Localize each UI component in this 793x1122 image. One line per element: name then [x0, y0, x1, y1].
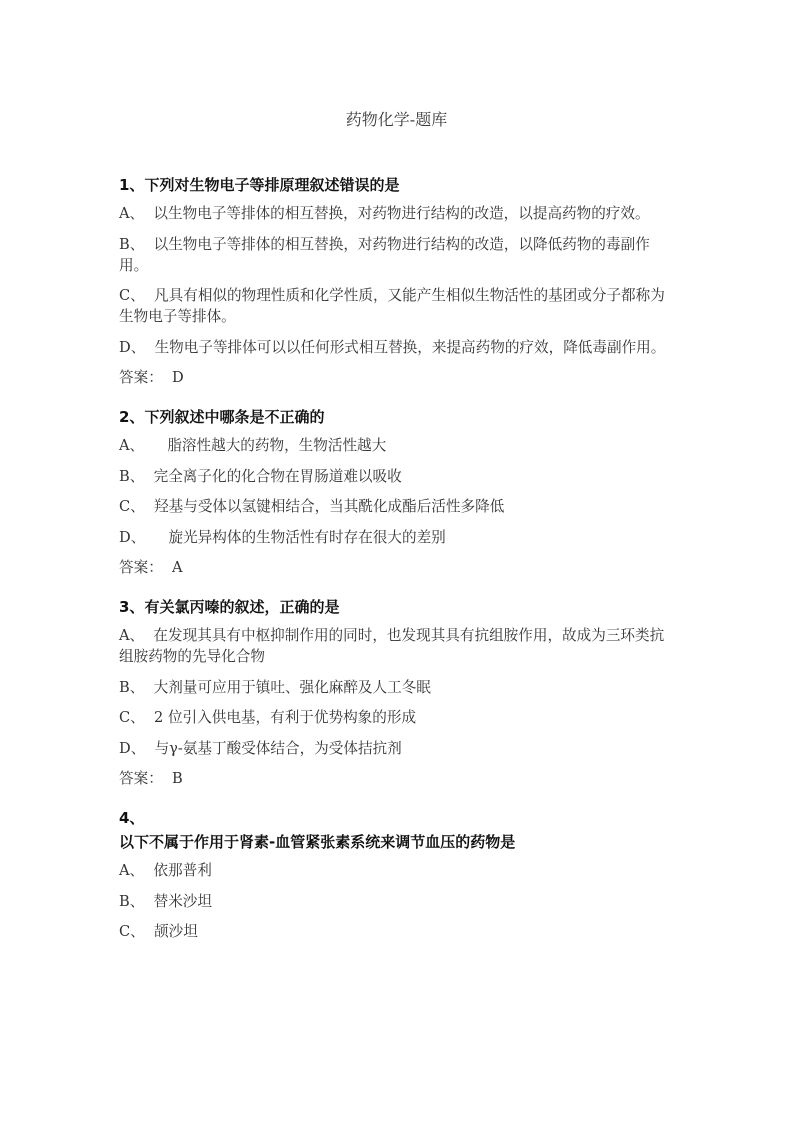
option-a: A、 以生物电子等排体的相互替换，对药物进行结构的改造，以提高药物的疗效。 [119, 205, 650, 222]
question-text: 下列对生物电子等排原理叙述错误的是 [144, 176, 400, 194]
option-d: D、 与γ-氨基丁酸受体结合，为受体拮抗剂 [119, 739, 402, 757]
question-number: 2、 [119, 408, 145, 426]
option-b: B、 大剂量可应用于镇吐、强化麻醉及人工冬眠 [119, 678, 431, 696]
option-c: C、 2 位引入供电基，有利于优势构象的形成 [119, 709, 417, 726]
option-d: D、 旋光异构体的生物活性有时存在很大的差别 [119, 528, 446, 546]
option-c: C、 颉沙坦 [119, 923, 198, 940]
answer: 答案： B [119, 770, 183, 787]
question-1 [119, 173, 667, 388]
question-3 [119, 595, 667, 789]
question-heading [119, 173, 667, 197]
option-a: A、 依那普利 [119, 862, 212, 879]
answer: 答案： A [119, 559, 183, 576]
option-a: A、 脂溶性越大的药物，生物活性越大 [119, 437, 387, 454]
question-list [119, 173, 667, 959]
answer: 答案： D [119, 369, 184, 386]
option-d: D、 生物电子等排体可以以任何形式相互替换，来提高药物的疗效，降低毒副作用。 [119, 338, 666, 356]
question-number: 3、 [119, 598, 145, 616]
option-a: A、 在发现其具有中枢抑制作用的同时，也发现其具有抗组胺作用，故成为三环类抗组胺药物的先导化合物 [119, 627, 665, 665]
question-text: 以下不属于作用于肾素-血管紧张素系统来调节血压的药物是 [119, 833, 516, 851]
option-b: B、 完全离子化的化合物在胃肠道难以吸收 [119, 467, 402, 485]
question-number: 1、 [119, 176, 145, 194]
question-text: 下列叙述中哪条是不正确的 [144, 408, 325, 426]
option-c: C、 羟基与受体以氢键相结合，当其酰化成酯后活性多降低 [119, 498, 505, 515]
document-title: 药物化学-题库 [345, 110, 448, 129]
question-4 [119, 806, 667, 942]
question-number: 4、 [119, 809, 145, 827]
option-b: B、 以生物电子等排体的相互替换，对药物进行结构的改造，以降低药物的毒副作用。 [119, 235, 650, 274]
question-2 [119, 405, 667, 578]
question-heading [119, 806, 667, 854]
option-c: C、 凡具有相似的物理性质和化学性质，又能产生相似生物活性的基团或分子都称为生物电子等排体。 [119, 287, 665, 325]
question-heading [119, 595, 667, 619]
question-text: 有关氯丙嗪的叙述，正确的是 [144, 598, 340, 616]
option-b: B、 替米沙坦 [119, 892, 212, 910]
question-heading [119, 405, 667, 429]
